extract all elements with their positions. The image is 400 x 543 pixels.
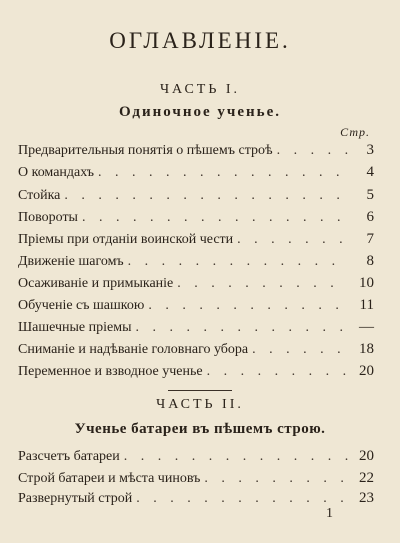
part-1-heading: ЧАСТЬ I. bbox=[159, 82, 241, 97]
toc-entry-label: Повороты bbox=[18, 210, 78, 225]
leader-dots bbox=[237, 232, 348, 248]
leader-dots bbox=[277, 143, 348, 159]
toc-entry bbox=[18, 142, 374, 162]
toc-entry bbox=[18, 231, 374, 251]
toc-entry-page: 6 bbox=[366, 209, 374, 225]
leader-dots bbox=[82, 210, 348, 226]
toc-entry-page: 23 bbox=[359, 490, 374, 506]
toc-entry bbox=[18, 297, 374, 317]
toc-entry-page: 18 bbox=[359, 341, 374, 357]
toc-entry-label: Осаживаніе и примыканіе bbox=[18, 276, 174, 291]
toc-entry-label: Строй батареи и мѣста чиновъ bbox=[18, 471, 201, 486]
toc-entry-page: 3 bbox=[366, 142, 374, 158]
toc-entry bbox=[18, 363, 374, 383]
toc-entry-label: Переменное и взводное ученье bbox=[18, 364, 203, 379]
toc-entry bbox=[18, 209, 374, 229]
toc-entry-label: Обученіе съ шашкою bbox=[18, 298, 145, 313]
toc-entry bbox=[18, 341, 374, 361]
leader-dots bbox=[98, 165, 348, 181]
part-1-subtitle: Одиночное ученье. bbox=[118, 104, 282, 120]
toc-entry-page: — bbox=[359, 319, 374, 335]
leader-dots bbox=[148, 298, 348, 314]
toc-entry-label: Развернутый строй bbox=[18, 491, 133, 506]
section-divider bbox=[168, 390, 232, 391]
toc-entry bbox=[18, 448, 374, 468]
toc-entry-label: Сниманіе и надѣваніе головнаго убора bbox=[18, 342, 249, 357]
toc-entry bbox=[18, 164, 374, 184]
leader-dots bbox=[207, 364, 348, 380]
toc-entry bbox=[18, 253, 374, 273]
leader-dots bbox=[136, 320, 349, 336]
leader-dots bbox=[204, 471, 348, 487]
leader-dots bbox=[136, 491, 348, 507]
toc-entry-page: 5 bbox=[366, 187, 374, 203]
toc-entry-label: Шашечные пріемы bbox=[18, 320, 132, 335]
toc-entry bbox=[18, 470, 374, 490]
toc-entry-page: 8 bbox=[366, 253, 374, 269]
toc-entry-label: Предварительныя понятія о пѣшемъ строѣ bbox=[18, 143, 273, 158]
leader-dots bbox=[252, 342, 348, 358]
part-2-heading: ЧАСТЬ II. bbox=[156, 397, 244, 412]
toc-entry-page: 20 bbox=[359, 363, 374, 379]
leader-dots bbox=[128, 254, 348, 270]
toc-entry bbox=[18, 490, 374, 510]
toc-entry-label: Движеніе шагомъ bbox=[18, 254, 124, 269]
leader-dots bbox=[64, 188, 348, 204]
toc-entry-label: Пріемы при отданіи воинской чести bbox=[18, 232, 234, 247]
page-number: 1 bbox=[326, 506, 333, 521]
toc-entry-page: 20 bbox=[359, 448, 374, 464]
toc-entry bbox=[18, 187, 374, 207]
toc-entry-page: 11 bbox=[359, 297, 374, 313]
toc-entry-page: 4 bbox=[366, 164, 374, 180]
toc-entry-page: 10 bbox=[359, 275, 374, 291]
page-column-header: Стр. bbox=[340, 125, 370, 139]
leader-dots bbox=[177, 276, 348, 292]
leader-dots bbox=[124, 449, 348, 465]
toc-entry-label: Стойка bbox=[18, 188, 61, 203]
toc-entry bbox=[18, 319, 374, 339]
toc-entry-page: 22 bbox=[359, 470, 374, 486]
page-title: ОГЛАВЛЕНІЕ. bbox=[109, 28, 291, 53]
part-2-subtitle: Ученье батареи въ пѣшемъ строю. bbox=[74, 421, 326, 437]
toc-entry bbox=[18, 275, 374, 295]
toc-entry-label: Разсчетъ батареи bbox=[18, 449, 120, 464]
toc-entry-label: О командахъ bbox=[18, 165, 94, 180]
toc-entry-page: 7 bbox=[366, 231, 374, 247]
